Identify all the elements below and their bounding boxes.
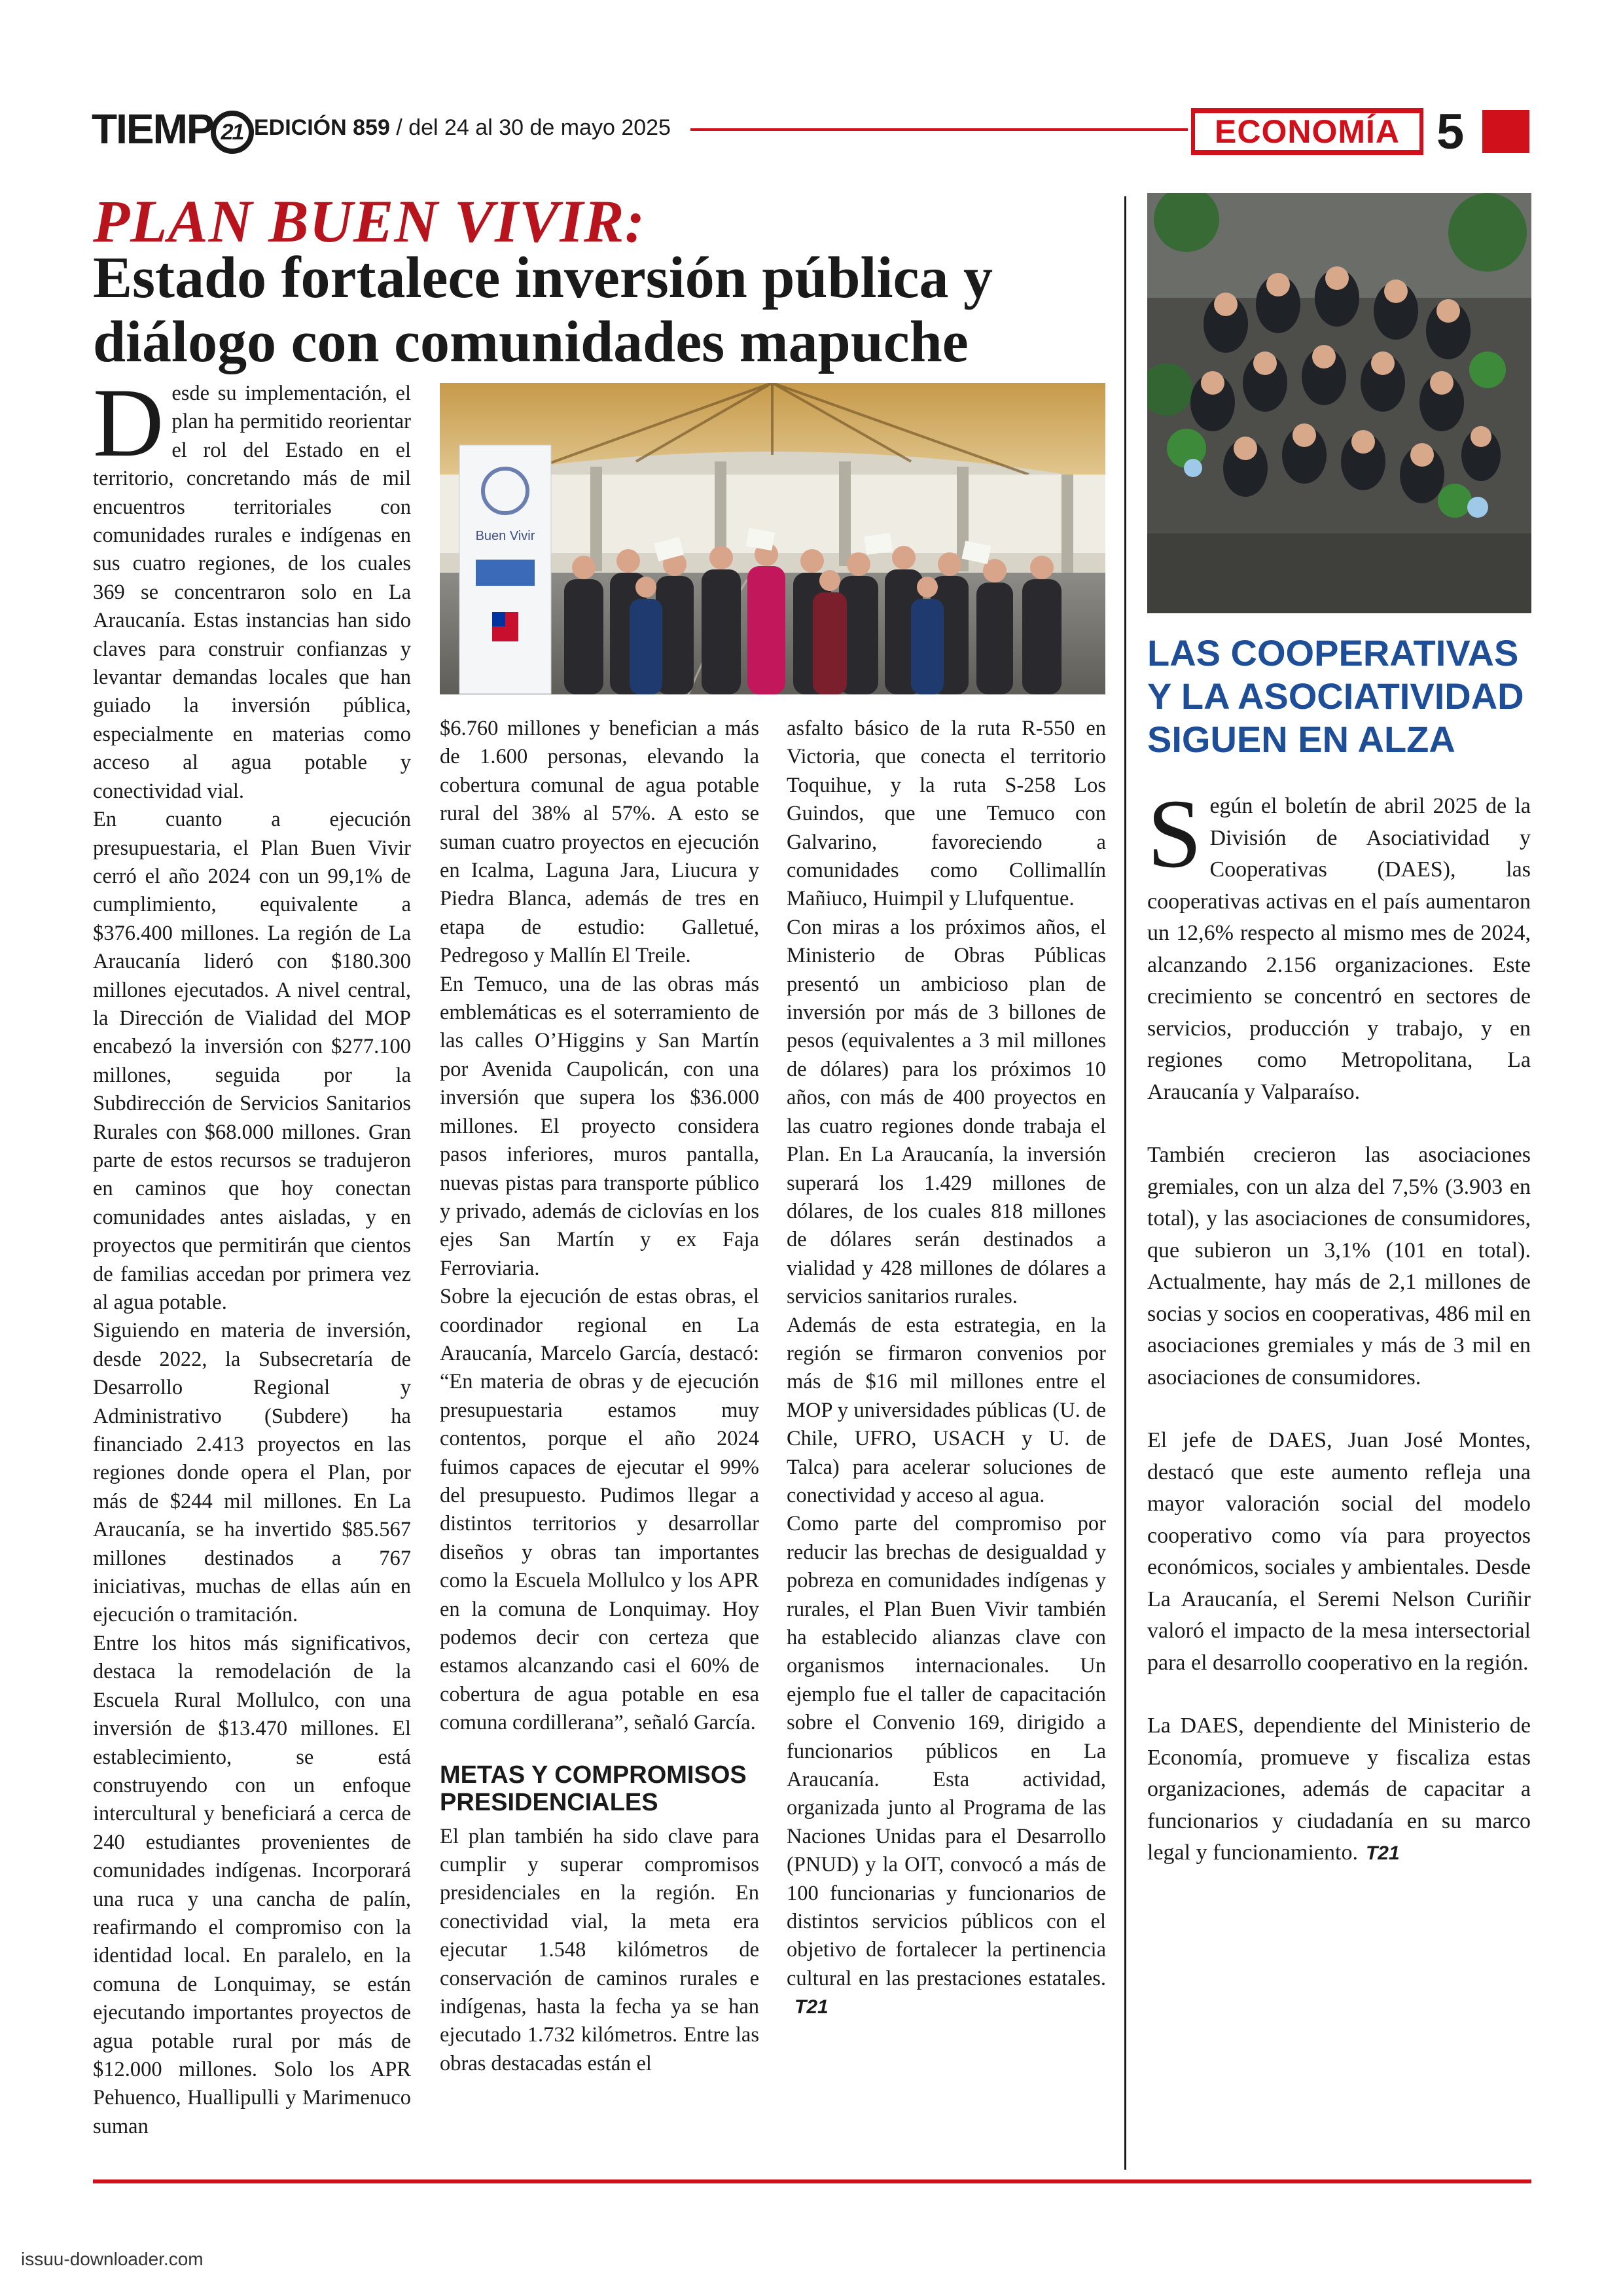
paragraph-text: La DAES, dependiente del Ministerio de Economía, promueve y fiscaliza estas organizaciones, además de capacitar a funcionarios y ciudadanía en su marco legal y funcionamiento. [1147,1713,1531,1865]
publication-logo [92,105,254,154]
page-number-bar [1482,110,1529,153]
section-name: ECONOMÍA [1195,113,1419,150]
article-headline: Estado fortalece inversión pública y diálogo con comunidades mapuche [93,245,993,374]
paragraph [787,1510,1106,2021]
paragraph: Además de esta estrategia, en la región se firmaron convenios por más de $16 mil millones entre el MOP y universidades públicas (U. de Chile, UFRO, USACH y U. de Talca) para acelerar soluciones de conectividad y acceso al agua. [787,1313,1106,1507]
drop-cap: S [1147,780,1202,888]
cooperatives-group-photo [1147,193,1531,613]
paragraph: $6.760 millones y benefician a más de 1.600 personas, elevando la cobertura comunal de agua potable rural del 38% al 57%. A esto se suman cuatro proyectos en ejecución en Icalma, Laguna Jara, Liucura y Piedra Blanca, además de tres en etapa de estudio: Galletué, Pedregoso y Mallín El Treile. [440,717,759,968]
banner-text: Buen Vivir [475,529,535,543]
article-column-1 [93,368,411,2141]
end-mark-icon: T21 [1365,1842,1400,1864]
article-subhead: METAS Y COMPROMISOS PRESIDENCIALES [440,1761,747,1816]
column-divider [1124,196,1126,2170]
logo-text: TIEMP [92,105,213,152]
paragraph [1147,780,1531,1108]
paragraph-text: esde su implementación, el plan ha permitido reorientar el rol del Estado en el territorio, concretando más de mil encuentros territoriales con comunidades rurales e indígenas en sus cuatro regiones, de los cuales 369 se concentraron solo en La Araucanía. Estas instancias han sido claves para construir confianzas y levantar demandas locales que han guiado la inversión pública, especialmente en materias como acceso al agua potable y conectividad vial. [93,382,411,803]
page-number: 5 [1436,104,1465,160]
paragraph: Entre los hitos más significativos, destaca la remodelación de la Escuela Rural Mollulco, con una inversión de $13.470 millones. El establecimiento, se está construyendo con un enfoque intercultural y beneficiará a cerca de 240 estudiantes provenientes de comunidades indígenas. Incorporará una ruca y una cancha de palín, reafirmando el compromiso con la identidad local. En paralelo, en la comuna de Lonquimay, se están ejecutando importantes proyectos de agua potable rural por más de $12.000 millones. Solo los APR Pehuenco, Huallipulli y Marimenuco suman [93,1631,411,2138]
paragraph: En cuanto a ejecución presupuestaria, el Plan Buen Vivir cerró el año 2024 con un 99,1% de cumplimiento, equivalente a $376.400 millones. La región de La Araucanía lideró con $180.300 millones ejecutados. A nivel central, la Dirección de Vialidad del MOP encabezó la inversión con $277.100 millones, seguida por la Subdirección de Servicios Sanitarios Rurales con $68.000 millones. Gran parte de estos recursos se tradujeron en caminos que hoy conectan comunidades antes aisladas, y en proyectos que permitirán que cientos de familias accedan por primera vez al agua potable. [93,808,411,1314]
logo-mark: 21 [211,111,254,154]
edition-info [254,115,671,141]
end-mark-icon: T21 [794,1996,829,2018]
article-kicker: PLAN BUEN VIVIR: [93,188,646,255]
drop-cap: D [93,368,164,477]
paragraph: Siguiendo en materia de inversión, desde 2022, la Subsecretaría de Desarrollo Regional y Administrativo (Subdere) ha financiado 2.413 proyectos en las regiones donde opera el Plan, por más de $244 mil millones. En La Araucanía, se ha invertido $85.567 millones destinados a 767 iniciativas, muchas de ellas aún en ejecución o tramitación. [93,1319,411,1627]
paragraph [1147,1710,1531,1870]
footer-rule [93,2179,1531,2183]
paragraph-text: Como parte del compromiso por reducir las brechas de desigualdad y pobreza en comunidades indígenas y rurales, el Plan Buen Vivir también ha establecido alianzas clave con organismos internacionales. Un ejemplo fue el taller de capacitación sobre el Convenio 169, dirigido a funcionarios públicos en La Araucanía. Esta actividad, organizada junto al Programa de las Naciones Unidas para el Desarrollo (PNUD) y la OIT, convocó a más de 100 funcionarias y funcionarios de distintos servicios públicos con el objetivo de fortalecer la pertinencia cultural en las prestaciones estatales. [787,1512,1106,1990]
group-photo-rotunda [440,383,1105,694]
edition-label: EDICIÓN 859 [254,115,390,140]
article-column-3 [787,715,1106,2022]
footer-source: issuu-downloader.com [21,2249,204,2269]
paragraph: Con miras a los próximos años, el Ministerio de Obras Públicas presentó un ambicioso plan de inversión por más de 3 billones de pesos (equivalentes a 3 mil millones de dólares) para los próximos 10 años, con más de 400 proyectos en las cuatro regiones donde trabaja el Plan. En La Araucanía, la inversión superará los 1.429 millones de dólares, de los cuales 818 millones de dólares serán destinados a vialidad y 428 millones de dólares a servicios sanitarios rurales. [787,915,1106,1309]
section-label [1191,108,1423,155]
aerial-group-illustration [1147,193,1531,613]
paragraph: El plan también ha sido clave para cumplir y superar compromisos presidenciales en la región. En conectividad vial, la meta era ejecutar 1.548 kilómetros de conservación de caminos rurales e indígenas, hasta la fecha ya se han ejecutado 1.732 kilómetros. Entre las obras destacadas están el [440,1824,759,2075]
paragraph: También crecieron las asociaciones gremiales, con un alza del 7,5% (3.903 en total), y las asociaciones de consumidores, que subieron un 3,1% (101 en total). Actualmente, hay más de 2,1 millones de socias y socios en cooperativas, 486 mil en asociaciones gremiales y más de 3 mil en asociaciones de consumidores. [1147,1143,1531,1390]
article-column-2 [440,715,759,2078]
edition-dates: / del 24 al 30 de mayo 2025 [396,115,671,140]
paragraph [93,368,411,806]
paragraph: asfalto básico de la ruta R-550 en Victoria, que conecta el territorio Toquihue, y la ruta S-258 Los Guindos, que une Temuco con Galvarino, favoreciendo a comunidades como Collimallín Mañiuco, Huimpil y Llufquentue. [787,717,1106,911]
paragraph: El jefe de DAES, Juan José Montes, destacó que este aumento refleja una mayor valoración social del modelo cooperativo como vía para proyectos económicos, sociales y ambientales. Desde La Araucanía, el Seremi Nelson Curiñir valoró el impacto de la mesa intersectorial para el desarrollo cooperativo en la región. [1147,1428,1531,1675]
group-photo-illustration [440,383,1105,694]
paragraph: En Temuco, una de las obras más emblemáticas es el soterramiento de las calles O’Higgins y San Martín por Avenida Caupolicán, con una inversión que supera los $36.000 millones. El proyecto considera pasos inferiores, muros pantalla, nuevas pistas para transporte público y privado, además de ciclovías en los ejes San Martín y ex Faja Ferroviaria. [440,972,759,1280]
paragraph: Sobre la ejecución de estas obras, el coordinador regional en La Araucanía, Marcelo García, destacó: “En materia de obras y de ejecución presupuestaria estamos muy contentos, porque el año 2024 fuimos capaces de ejecutar el 99% del presupuesto. Pudimos llegar a distintos territorios y desarrollar diseños y obras tan importantes como la Escuela Mollulco y los APR en la comuna de Lonquimay. Hoy podemos decir con certeza que estamos alcanzando casi el 60% de cobertura de agua potable en esa comuna cordillerana”, señaló García. [440,1285,759,1735]
sidebar-headline: LAS COOPERATIVAS Y LA ASOCIATIVIDAD SIGUEN EN ALZA [1147,632,1524,760]
sidebar-column [1147,780,1531,1901]
header-rule [690,128,1188,131]
paragraph-text: egún el boletín de abril 2025 de la División de Asociatividad y Cooperativas (DAES), las cooperativas activas en el país aumentaron un 12,6% respecto al mismo mes de 2024, alcanzando 2.156 organizaciones. Este crecimiento se concentró en sectores de servicios, producción y trabajo, y en regiones como Metropolitana, La Araucanía y Valparaíso. [1147,794,1531,1104]
